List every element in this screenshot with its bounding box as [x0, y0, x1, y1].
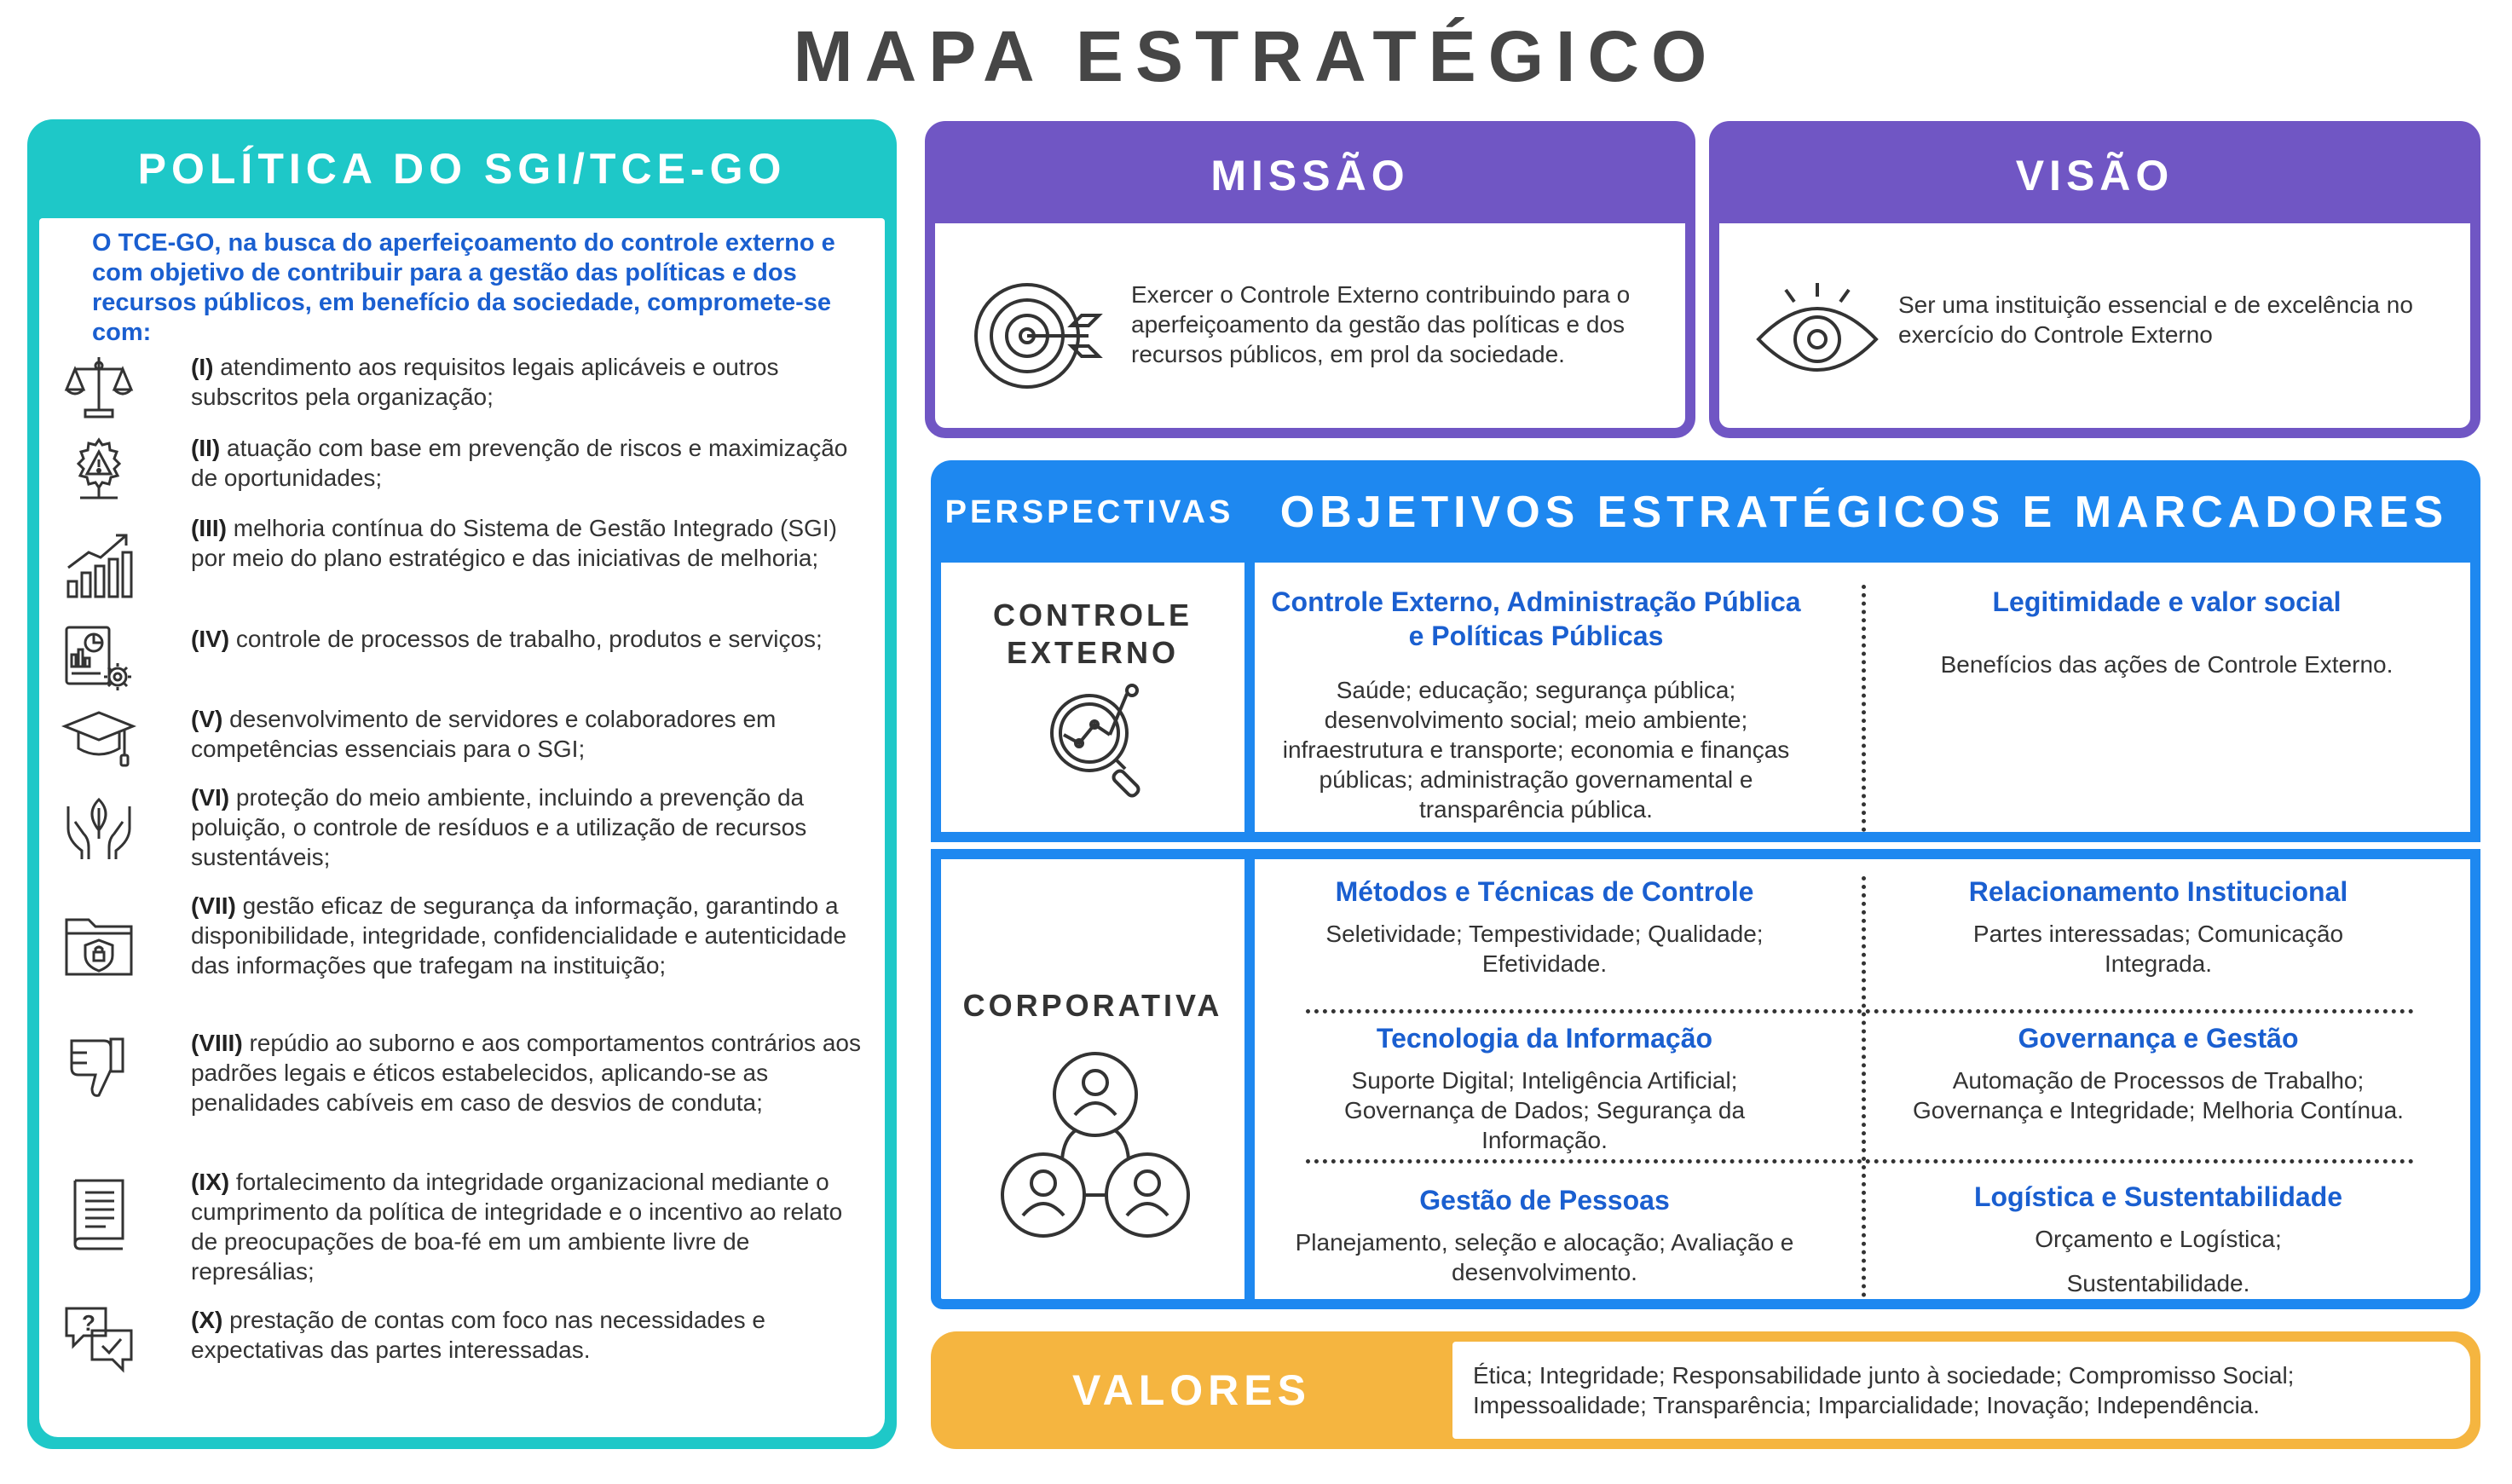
growth-chart-icon: [63, 530, 135, 602]
missao-panel: [925, 121, 1695, 438]
valores-panel: [931, 1331, 2480, 1449]
objective-markers: Orçamento e Logística;: [2035, 1226, 2282, 1252]
svg-text:?: ?: [82, 1310, 95, 1336]
missao-heading: MISSÃO: [935, 131, 1685, 223]
objectives-controle-externo: [1244, 552, 2480, 842]
magnifier-chart-icon: [1038, 682, 1158, 801]
objective-markers: Partes interessadas; Comunicação Integrada.: [1972, 921, 2344, 977]
objective-markers: Benefícios das ações de Controle Externo.: [1940, 651, 2394, 678]
divider: [1862, 585, 1866, 832]
visao-heading: VISÃO: [1719, 131, 2470, 223]
secure-folder-icon: [63, 908, 135, 979]
objetivos-heading: OBJETIVOS ESTRATÉGICOS E MARCADORES: [1248, 460, 2480, 556]
page-title: MAPA ESTRATÉGICO: [793, 16, 1719, 96]
policy-item-text: (III) melhoria contínua do Sistema de Gestão Integrado (SGI) por meio do plano estratégico e das iniciativas de melhoria;: [191, 515, 837, 571]
book-icon: [63, 1177, 135, 1249]
people-network-icon: [1001, 1047, 1190, 1243]
policy-item-text: (IX) fortalecimento da integridade organizacional mediante o cumprimento da política de integridade e o incentivo ao relato de preocupações de boa-fé em um ambiente livre de represálias;: [191, 1169, 843, 1285]
chat-check-icon: [63, 1305, 135, 1377]
objective-markers: Suporte Digital; Inteligência Artificial; Governança de Dados; Segurança da Informação.: [1343, 1067, 1746, 1153]
objective-title: Governança e Gestão: [2018, 1023, 2299, 1054]
target-icon: [971, 276, 1102, 396]
policy-intro: O TCE-GO, na busca do aperfeiçoamento do controle externo e com objetivo de contribuir para a gestão das políticas e dos recursos públicos, em benefício da sociedade, compromete-se com:: [92, 229, 835, 346]
policy-item-text: (IV) controle de processos de trabalho, produtos e serviços;: [191, 626, 823, 652]
valores-box: [1452, 1342, 2470, 1439]
policy-item-text: (I) atendimento aos requisitos legais aplicáveis e outros subscritos pela organização;: [191, 354, 779, 410]
divider: [1862, 876, 1866, 1297]
missao-text: Exercer o Controle Externo contribuindo para o aperfeiçoamento da gestão das políticas e dos recursos públicos, em prol da sociedade.: [1131, 281, 1631, 367]
policy-item-text: (II) atuação com base em prevenção de riscos e maximização de oportunidades;: [191, 435, 848, 491]
policy-heading: POLÍTICA DO SGI/TCE-GO: [137, 145, 787, 193]
graduation-cap-icon: [63, 704, 135, 776]
report-gear-icon: [63, 624, 135, 696]
policy-item-text: (V) desenvolvimento de servidores e colaboradores em competências essenciais para o SGI;: [191, 706, 777, 762]
policy-item-text: (VI) proteção do meio ambiente, incluindo a prevenção da poluição, o controle de resíduos e a utilização de recursos sustentáveis;: [191, 784, 807, 870]
eye-icon: [1753, 278, 1881, 380]
policy-item-text: (X) prestação de contas com foco nas necessidades e expectativas das partes interessadas.: [191, 1307, 765, 1363]
policy-item-text: (VIII) repúdio ao suborno e aos comportamentos contrários aos padrões legais e éticos estabelecidos, aplicando-se as penalidades cabíveis em caso de desvios de conduta;: [191, 1030, 861, 1116]
valores-text: Ética; Integridade; Responsabilidade junto à sociedade; Compromisso Social; Impessoalidade; Transparência; Imparcialidade; Inovação; Independência.: [1473, 1362, 2295, 1418]
objective-markers: Sustentabilidade.: [2066, 1270, 2250, 1296]
divider: [1306, 1009, 2414, 1013]
perspective-label: CONTROLE EXTERNO: [993, 598, 1192, 670]
perspective-label: CORPORATIVA: [962, 988, 1223, 1023]
objective-title: Logística e Sustentabilidade: [1973, 1181, 2343, 1212]
perspective-controle-externo: [931, 552, 1255, 842]
scales-icon: [63, 352, 135, 424]
thumbs-down-icon: [63, 1032, 135, 1104]
objective-title: Controle Externo, Administração Pública e Políticas Públicas: [1271, 586, 1801, 651]
objectives-corporativa: [1244, 849, 2480, 1309]
visao-text: Ser uma instituição essencial e de excelência no exercício do Controle Externo: [1898, 292, 2413, 348]
divider: [1306, 1159, 2414, 1164]
policy-item-text: (VII) gestão eficaz de segurança da informação, garantindo a disponibilidade, integridade, confidencialidade e autenticidade das informações que trafegam na instituição;: [191, 892, 847, 979]
perspective-corporativa: [931, 849, 1255, 1309]
objective-markers: Planejamento, seleção e alocação; Avaliação e desenvolvimento.: [1295, 1229, 1794, 1285]
perspectivas-heading: PERSPECTIVAS: [931, 460, 1248, 556]
policy-body: [39, 218, 885, 1437]
valores-heading: VALORES: [1072, 1366, 1311, 1414]
objective-markers: Saúde; educação; segurança pública; desenvolvimento social; meio ambiente; infraestrutura e transporte; economia e finanças públicas; administração governamental e transparência pública.: [1282, 677, 1790, 823]
policy-panel: [27, 119, 897, 1449]
objective-title: Legitimidade e valor social: [1992, 586, 2342, 617]
warning-icon: [63, 433, 135, 505]
objective-markers: Automação de Processos de Trabalho; Governança e Integridade; Melhoria Contínua.: [1913, 1067, 2404, 1123]
objective-title: Tecnologia da Informação: [1376, 1023, 1713, 1054]
objective-title: Gestão de Pessoas: [1419, 1185, 1670, 1215]
objective-markers: Seletividade; Tempestividade; Qualidade; Efetividade.: [1325, 921, 1764, 977]
hands-leaf-icon: [63, 791, 135, 863]
objective-title: Relacionamento Institucional: [1968, 876, 2348, 907]
objective-title: Métodos e Técnicas de Controle: [1335, 876, 1754, 907]
visao-panel: [1709, 121, 2480, 438]
